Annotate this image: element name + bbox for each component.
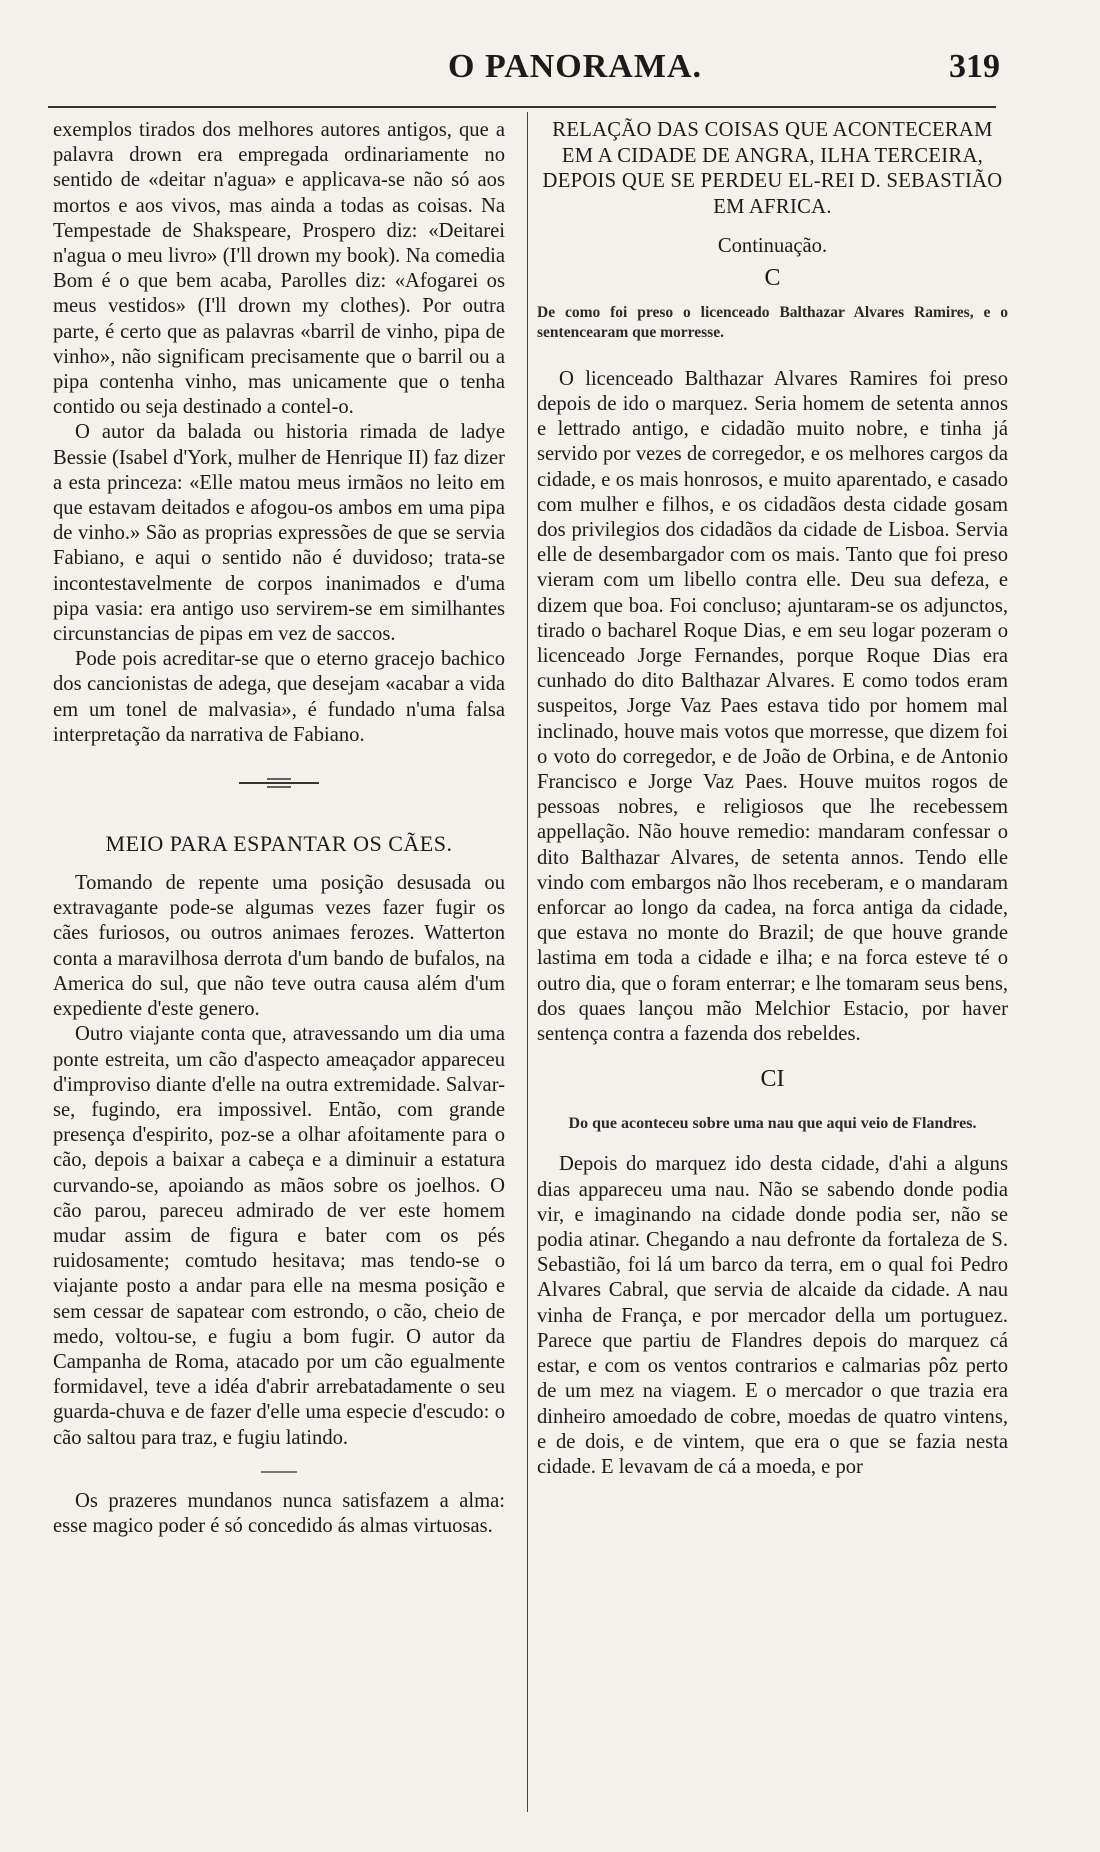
maxim-paragraph: Os prazeres mundanos nunca satisfazem a alma: esse magico poder é só concedido ás almas virtuosas. [53,1489,505,1537]
ornament-divider [239,776,319,790]
short-rule [261,1465,297,1479]
chapter-text: O licenceado Balthazar Alvares Ramires foi preso depois de ido o marquez. Seria homem de setenta annos e lettrado antigo, e cidadão muito nobre, e tinha já servido por vezes de corregedor, e os melhores cargos da cidade, e os mais honrosos, e muito aparentado, e casado com mulher e filhos, e os cidadãos desta cidade gosam dos privilegios dos cidadãos da cidade de Lisboa. Servia elle de desembargador com os mais. Tanto que foi preso vieram com um libello contra elle. Deu sua defeza, e dizem que boa. Foi concluso; ajuntaram-se os adjunctos, tirado o bacharel Roque Dias, e em seu logar pozeram o licenceado Jorge Fernandes, porque Roque Dias era cunhado do dito Balthazar Alvares. E como todos eram suspeitos, Jorge Vaz Paes estava tido por homem mal inclinado, houve mais votos que morresse, que dizem foi o voto do corregedor, e de João de Orbina, e de Antonio Francisco e Jorge Vaz Paes. Houve muitos rogos de pessoas nobres, e religiosos que lhe recebessem appellação. Não houve remedio: mandaram confessar o dito Balthazar Alvares, de setenta annos. Tendo elle vindo com embargos não lhos receberam, e o mandaram enforcar ao longo da cadea, na forca antiga da cidade, que estava no monte do Brazil; de que houve grande lastima em toda a cidade e ilha; e na forca esteve té o outro dia, que o foram enterrar; e lhe tomaram seus bens, dos quaes lançou mão Melchior Estacio, por haver sentença contra a fazenda dos rebeldes. [537,367,1008,1046]
column-divider [527,112,528,1812]
continuation-label: Continuação. [717,235,828,258]
chapter-number: C [764,264,781,291]
page-header [0,44,1100,94]
left-column [53,118,505,1539]
article-paragraph: Pode pois acreditar-se que o eterno gracejo bachico dos cancionistas de adega, que desejam «acabar a vida em um tonel de malvasia», é fundado n'uma falsa interpretação da narrativa de Fabiano. [53,648,505,746]
chapter-number: CI [760,1066,785,1093]
chapter-text: Depois do marquez ido desta cidade, d'ahi a alguns dias appareceu uma nau. Não se sabendo donde podia vir, e imaginando na cidade donde podia ser, não se podia atinar. Chegando a nau defronte da fortaleza de S. Sebastião, foi lá um barco da terra, em o qual foi Pedro Alvares Cabral, que servia de alcaide da cidade. A nau vinha de França, e por mercador della um portuguez. Parece que partiu de Flandres depois do marquez cá estar, e com os ventos contrarios e calmarias pôz perto de um mez na viagem. E o mercador o que trazia era dinheiro amoedado de cobre, moedas de quatro vintens, e de dois, e de vintem, que era o que se fazia nesta cidade. E levavam de cá a moeda, e por [537,1153,1008,1478]
journal-title: O PANORAMA. [448,48,702,85]
header-rule [48,106,996,108]
article-paragraph: exemplos tirados dos melhores autores antigos, que a palavra drown era empregada ordinariamente no sentido de «deitar n'agua» e applicava-se não só aos mortos e aos vivos, mas ainda a todas as coisas. Na Tempestade de Shakspeare, Prospero diz: «Deitarei n'agua o meu livro» (I'll drown my book). Na comedia Bom é o que bem acaba, Parolles diz: «Afogarei os meus vestidos» (I'll drown my clothes). Por outra parte, é certo que as palavras «barril de vinho, pipa de vinho», não significam precisamente que o barril ou a pipa contenha vinho, mas unicamente que o tenha contido ou seja destinado a contel-o. [53,119,505,419]
page-number: 319 [949,48,1000,85]
chapter-summary: Do que aconteceu sobre uma nau que aqui veio de Flandres. [568,1115,977,1133]
article-heading: RELAÇÃO DAS COISAS QUE ACONTECERAM EM A CIDADE DE ANGRA, ILHA TERCEIRA, DEPOIS QUE SE PERDEU EL-REI D. SEBASTIÃO EM AFRICA. [542,119,1003,218]
chapter-summary: De como foi preso o licenceado Balthazar Alvares Ramires, e o sentencearam que morresse. [537,303,1008,341]
section-title: MEIO PARA ESPANTAR OS CÃES. [105,831,453,857]
article-paragraph: Outro viajante conta que, atravessando um dia uma ponte estreita, um cão d'aspecto ameaçador appareceu d'improviso diante d'elle na outra extremidade. Salvar-se, fugindo, era impossivel. Então, com grande presença d'espirito, poz-se a olhar afoitamente para o cão, depois a baixar a cabeça e a diminuir a estatura curvando-se, apoiando as mãos sobre os joelhos. O cão parou, pareceu admirado de ver este homem mudar assim de figura e bater com os pés ruidosamente; comtudo hesitava; mas tendo-se o viajante posto a andar para elle na mesma posição e sem cessar de sapatear com estrondo, o cão, cheio de medo, voltou-se, e fugiu a bom fugir. O autor da Campanha de Roma, atacado por um cão egualmente formidavel, teve a idéa d'abrir arrebatadamente o seu guarda-chuva e de fazer d'elle uma especie d'escudo: o cão saltou para traz, e fugiu latindo. [53,1023,505,1449]
article-paragraph: O autor da balada ou historia rimada de ladye Bessie (Isabel d'York, mulher de Henrique II) faz dizer a esta princeza: «Elle matou meus irmãos no leito em que estavam deitados e afogou-os ambos em uma pipa de vinho.» São as proprias expressões de que se servia Fabiano, e aqui o sentido não é duvidoso; trata-se incontestavelmente de corpos inanimados e d'uma pipa vasia: era antigo uso servirem-se em similhantes circunstancias de pipas em vez de saccos. [53,421,505,646]
article-paragraph: Tomando de repente uma posição desusada ou extravagante pode-se algumas vezes fazer fugir os cães furiosos, ou outros animaes ferozes. Watterton conta a maravilhosa derrota d'um bando de bufalos, na America do sul, que não teve outra causa além d'um expediente d'este genero. [53,872,505,1021]
right-column [537,118,1008,1480]
